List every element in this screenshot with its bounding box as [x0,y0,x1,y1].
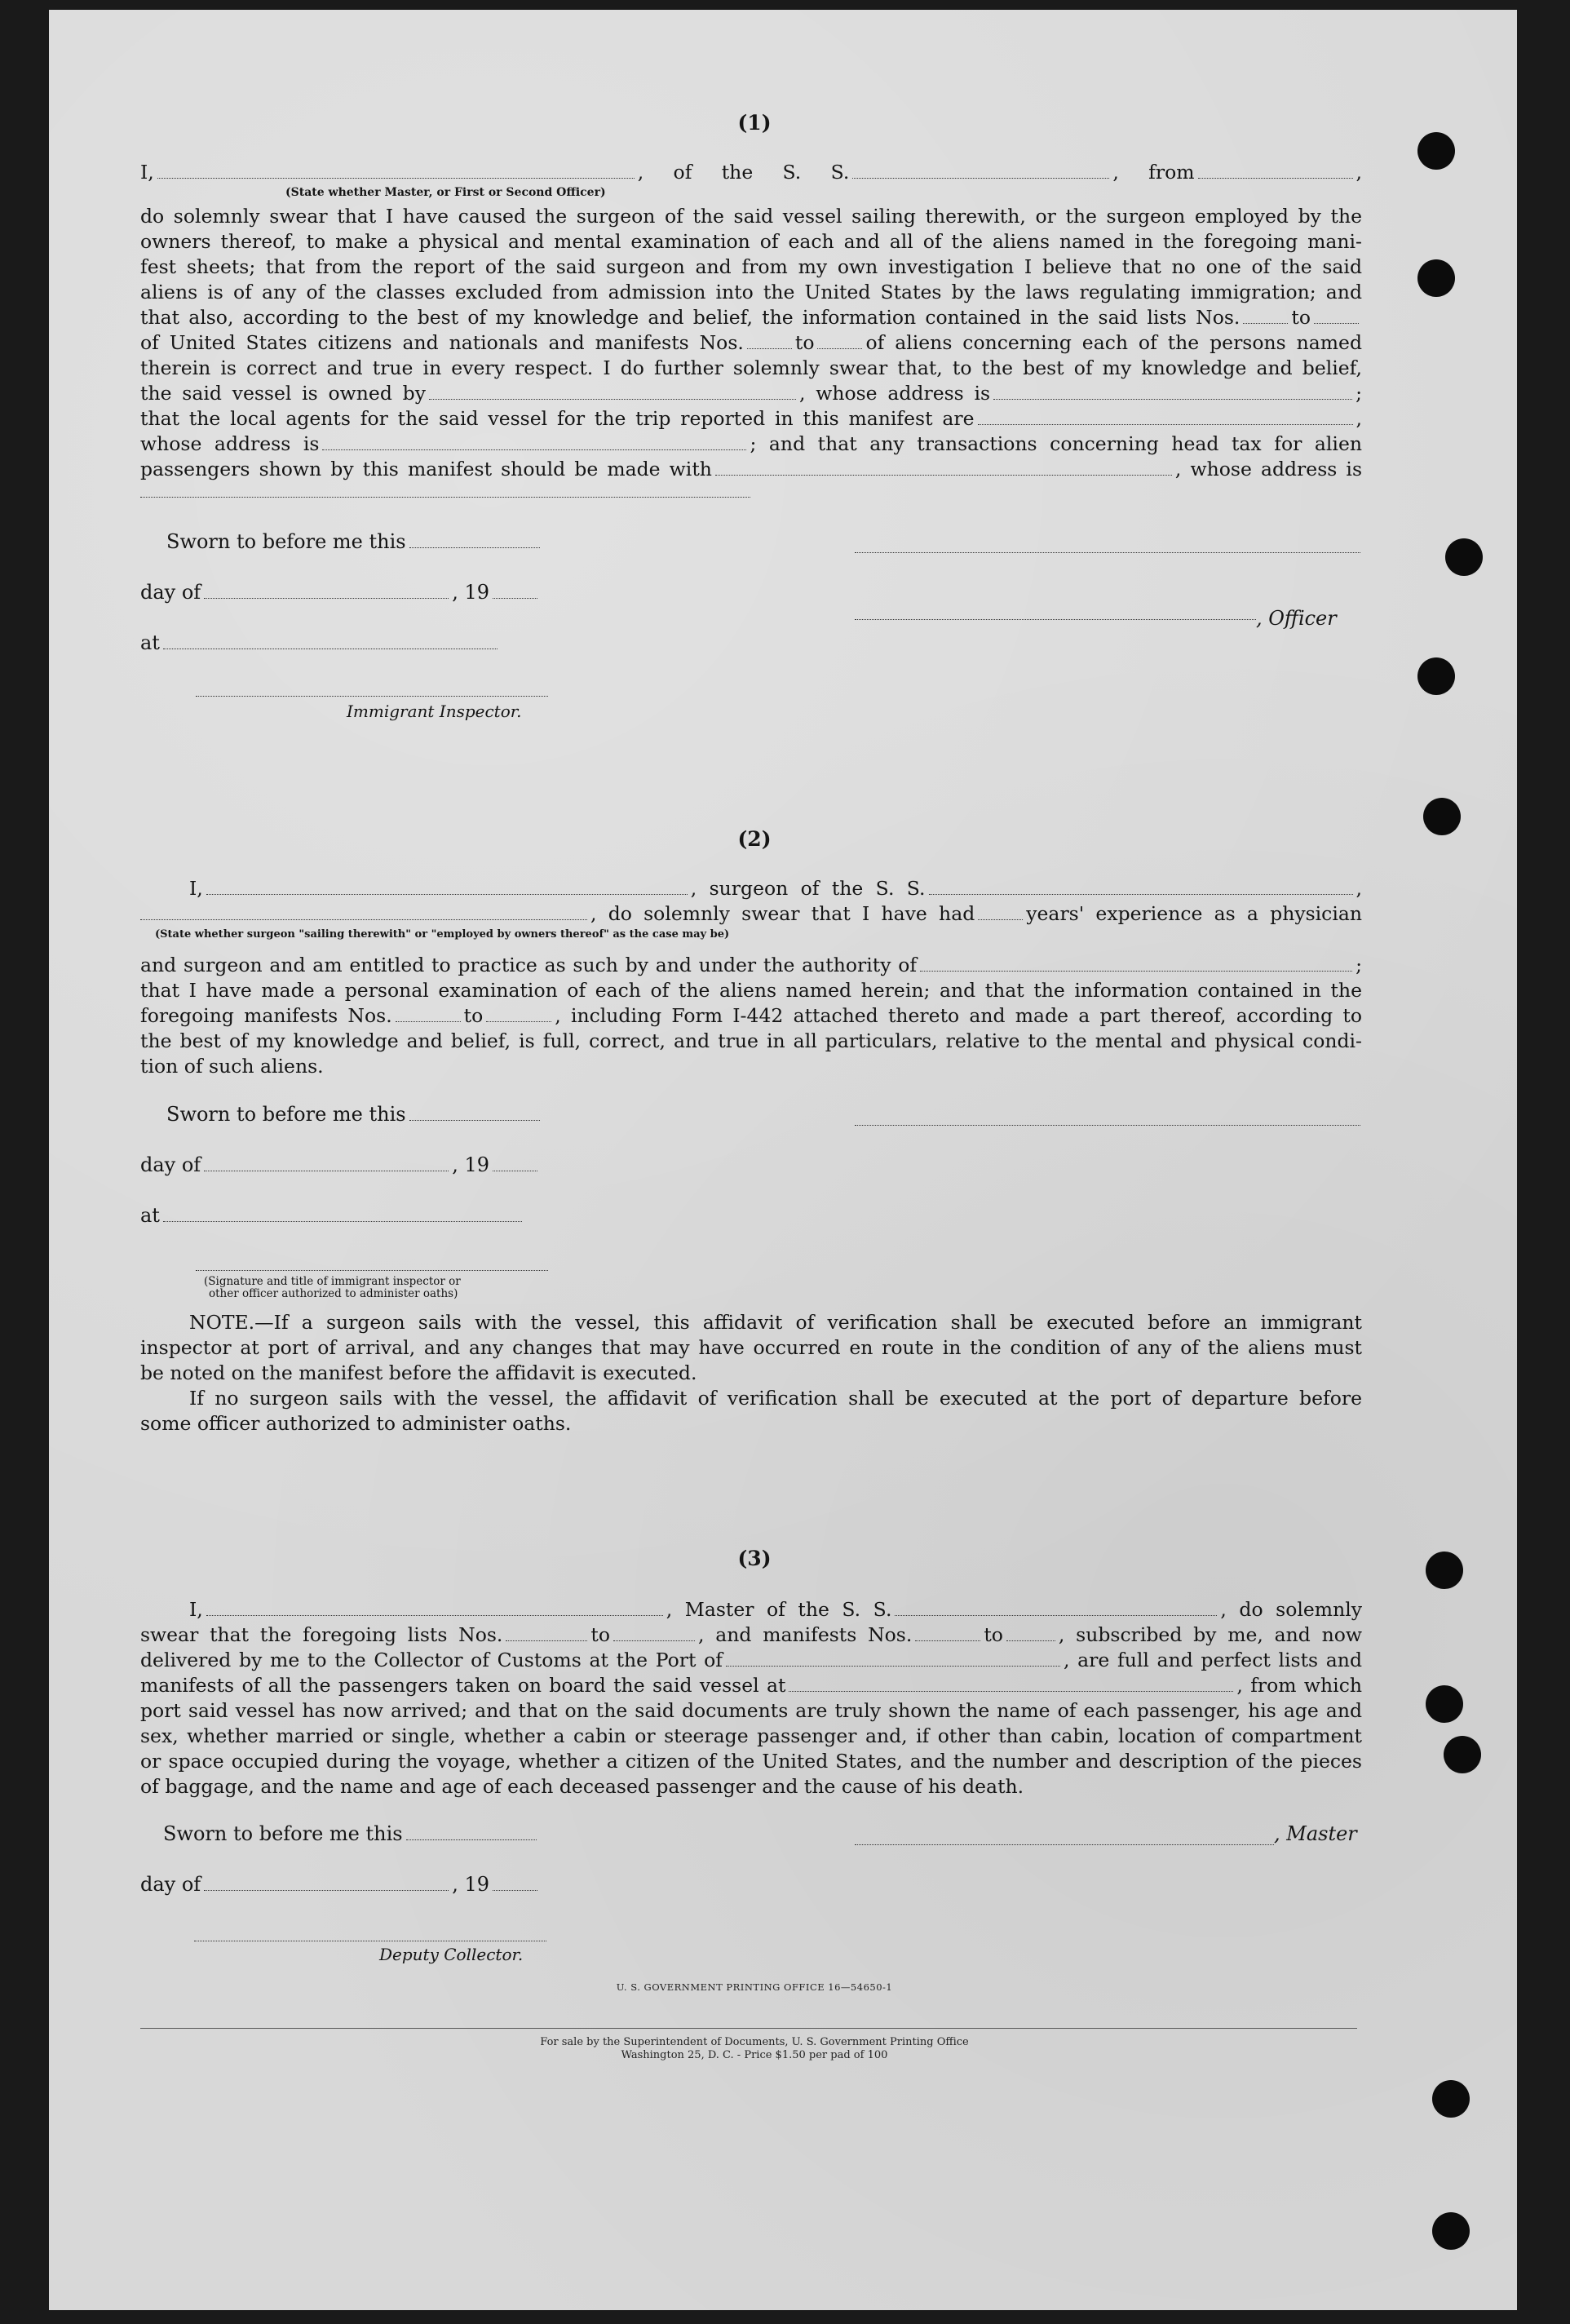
section-2-number: (2) [737,827,772,851]
text: at [140,1204,160,1227]
line [140,876,1362,901]
inspector-signature-line-2[interactable] [196,1269,548,1271]
text: ; [1356,382,1362,405]
text: Sworn to before me this [163,1822,403,1845]
authority-field[interactable] [920,954,1352,972]
line: be noted on the manifest before the affidavit is executed. [140,1361,697,1384]
text: ; [1356,954,1362,976]
text: , whose address is [798,382,991,405]
text: passengers shown by this manifest should be made with [140,458,712,480]
text: I, [189,1598,203,1621]
master-name-field[interactable] [206,1599,663,1616]
text: manifests of all the passengers taken on board the said vessel at [140,1674,786,1697]
line [140,1673,1362,1698]
text: day of [140,581,201,604]
line [140,457,1362,482]
text: of aliens concerning each of the persons named [865,331,1363,354]
text: to [794,331,815,354]
text: day of [140,1153,201,1176]
text: , and manifests Nos. [698,1623,913,1646]
punch-hole [1417,259,1455,297]
line [140,953,1362,978]
surgeon-name-field[interactable] [206,878,688,895]
text: , subscribed by me, and now [1058,1623,1363,1646]
manifests-to-field-3[interactable] [1006,1624,1055,1641]
punch-hole [1444,1736,1481,1773]
printing-office-line: U. S. GOVERNMENT PRINTING OFFICE 16—54650-1 [616,1981,893,1993]
text: Sworn to before me this [166,530,406,553]
line: port said vessel has now arrived; and that on the said documents are truly shown the name of each passenger, his age and [140,1699,1362,1722]
line: or space occupied during the voyage, whether a citizen of the United States, and the number and description of the pieces [140,1750,1362,1773]
head-tax-contact-field[interactable] [715,458,1172,476]
text: , 19 [452,1153,489,1176]
caption-line: other officer authorized to administer oaths) [209,1287,458,1300]
officer-label: , Officer [1256,607,1337,630]
line: therein is correct and true in every respect. I do further solemnly swear that, to the best of my knowledge and belief, [140,356,1362,379]
manifests-from-field-3[interactable] [915,1624,980,1641]
line: If no surgeon sails with the vessel, the affidavit of verification shall be executed at the port of departure before [189,1387,1362,1410]
sworn-date-field-2[interactable] [409,1104,540,1121]
vessel-name-field-3[interactable] [895,1599,1217,1616]
surgeon-caption: (State whether surgeon "sailing therewith" or "employed by owners thereof" as the case may be) [155,928,730,941]
deputy-signature-line[interactable] [194,1940,546,1941]
punch-hole [1417,657,1455,695]
officer-caption: (State whether Master, or First or Second Officer) [285,186,606,199]
vessel-name-field-2[interactable] [929,878,1353,895]
port-field[interactable] [726,1649,1060,1667]
section-3-body [140,1597,1362,1799]
day-of-row-2 [140,1153,541,1176]
master-label: , Master [1274,1822,1357,1845]
text: to [984,1623,1003,1646]
line [140,406,1362,432]
section-2-head [140,876,1362,927]
local-agents-field[interactable] [978,408,1353,425]
manifest-to-field[interactable] [817,332,862,349]
sworn-date-field[interactable] [409,531,540,548]
line: some officer authorized to administer oaths. [140,1412,572,1435]
line [140,1622,1362,1648]
sale-line: For sale by the Superintendent of Documents, U. S. Government Printing Office [540,2036,969,2048]
line [140,901,1362,927]
text: the said vessel is owned by [140,382,426,405]
text: , 19 [452,1873,489,1896]
text: ; and that any transactions concerning head tax for alien [750,432,1362,455]
sworn-date-field-3[interactable] [406,1823,537,1840]
deputy-caption: Deputy Collector. [379,1945,524,1964]
text: delivered by me to the Collector of Customs at the Port of [140,1649,723,1671]
day-of-field-3[interactable] [204,1874,449,1891]
manifest-from-field[interactable] [747,332,792,349]
at-row [140,631,501,654]
text: I, [189,877,203,900]
year-field-2[interactable] [493,1154,537,1171]
from-port-field[interactable] [1198,162,1353,179]
footer-rule [140,2028,1357,2029]
officer-title-line[interactable] [855,618,1256,620]
day-of-field[interactable] [204,582,449,599]
text: , including Form I-442 attached thereto and made a part thereof, according to [555,1004,1362,1027]
line [140,1597,1362,1622]
punch-hole [1432,2212,1470,2250]
agents-address-field[interactable] [322,433,746,450]
line [140,160,1362,185]
punch-hole [1426,1685,1463,1723]
text: , from which [1236,1674,1362,1697]
text: and surgeon and am entitled to practice as such by and under the authority of [140,954,918,976]
year-field-3[interactable] [493,1874,537,1891]
year-field[interactable] [493,582,537,599]
text: , do solemnly [1220,1598,1362,1621]
inspector-caption-2 [204,1276,461,1300]
at-place-field[interactable] [163,632,498,649]
line [140,432,1362,457]
line: fest sheets; that from the report of the said surgeon and from my own investigation I believe that no one of the said [140,255,1362,278]
at-row-2 [140,1204,525,1227]
list-from-field[interactable] [1243,307,1288,324]
sale-notice [0,2036,1509,2062]
day-of-field-2[interactable] [204,1154,449,1171]
text: whose address is [140,432,320,455]
owner-address-field[interactable] [993,383,1352,400]
line [140,330,1362,356]
text: that also, according to the best of my knowledge and belief, the information contained in the said lists Nos. [140,306,1241,329]
years-experience-field[interactable] [978,903,1023,920]
inspector-signature-line[interactable] [196,695,548,697]
section-1-body [140,204,1362,482]
text: that the local agents for the said vessel for the trip reported in this manifest are [140,407,975,430]
sworn-row-3 [163,1822,540,1845]
line [140,305,1362,330]
line: that I have made a personal examination of each of the aliens named herein; and that the information contained in the [140,979,1362,1002]
text: , do solemnly swear that I have had [590,902,975,925]
text: , [1356,407,1362,430]
boarding-port-field[interactable] [789,1675,1233,1692]
master-signature-line[interactable] [855,1844,1274,1845]
line: of baggage, and the name and age of each deceased passenger and the cause of his death. [140,1775,1024,1798]
lists-to-field-3[interactable] [613,1624,695,1641]
line [140,1648,1362,1673]
manifest-to-field-2[interactable] [486,1005,551,1022]
vessel-name-field[interactable] [852,162,1109,179]
day-of-row [140,581,541,604]
text: I, [140,161,154,184]
line: tion of such aliens. [140,1055,324,1078]
caption-line: (Signature and title of immigrant inspector or [204,1275,461,1288]
text: to [463,1004,484,1027]
line [140,1003,1362,1029]
line: sex, whether married or single, whether a cabin or steerage passenger and, if other than cabin, location of compartment [140,1724,1362,1747]
manifest-from-field-2[interactable] [396,1005,461,1022]
sale-line: Washington 25, D. C. - Price $1.50 per pad of 100 [621,2049,888,2061]
text: , [1356,161,1362,184]
surgeon-status-field[interactable] [140,903,587,920]
section-1-number: (1) [737,111,772,135]
owner-field[interactable] [429,383,796,400]
note-block [140,1310,1362,1436]
text: , Master of the S. S. [666,1598,892,1621]
text: of United States citizens and nationals and manifests Nos. [140,331,744,354]
punch-hole [1432,2080,1470,2118]
section-2-body [140,953,1362,1079]
officer-name-field[interactable] [157,162,635,179]
at-place-field-2[interactable] [163,1205,522,1222]
lists-from-field-3[interactable] [506,1624,587,1641]
surgeon-signature-line[interactable] [855,1124,1360,1126]
text: Sworn to before me this [166,1103,406,1126]
line: the best of my knowledge and belief, is full, correct, and true in all particulars, relative to the mental and physical condi- [140,1029,1362,1052]
text: , whose address is [1174,458,1363,480]
officer-signature-line[interactable] [855,551,1360,553]
address-continuation-line[interactable] [140,496,750,498]
line: inspector at port of arrival, and any changes that may have occurred en route in the condition of any of the aliens must [140,1336,1362,1359]
punch-hole [1417,132,1455,170]
text: , of the S. S. [637,161,850,184]
text: day of [140,1873,201,1896]
line: do solemnly swear that I have caused the surgeon of the said vessel sailing therewith, or the surgeon employed by the [140,205,1362,228]
text: , from [1112,161,1195,184]
sworn-row-2 [166,1103,543,1126]
line: aliens is of any of the classes excluded from admission into the United States by the laws regulating immigration; and [140,281,1362,303]
section-1-text [140,160,1362,185]
line: owners thereof, to make a physical and mental examination of each and all of the aliens named in the foregoing mani- [140,230,1362,253]
text: swear that the foregoing lists Nos. [140,1623,503,1646]
day-of-row-3 [140,1873,541,1896]
sworn-row [166,530,543,553]
line [140,381,1362,406]
text: years' experience as a physician [1026,902,1363,925]
text: to [1291,306,1311,329]
text: to [590,1623,610,1646]
text: foregoing manifests Nos. [140,1004,392,1027]
inspector-caption: Immigrant Inspector. [347,702,522,721]
text: , [1356,877,1362,900]
section-3-number: (3) [737,1547,772,1570]
text: at [140,631,160,654]
punch-hole [1445,538,1483,576]
list-to-field[interactable] [1314,307,1359,324]
line: NOTE.—If a surgeon sails with the vessel, this affidavit of verification shall be executed before an immigrant [189,1311,1362,1334]
text: , 19 [452,581,489,604]
text: , surgeon of the S. S. [690,877,926,900]
text: , are full and perfect lists and [1064,1649,1362,1671]
